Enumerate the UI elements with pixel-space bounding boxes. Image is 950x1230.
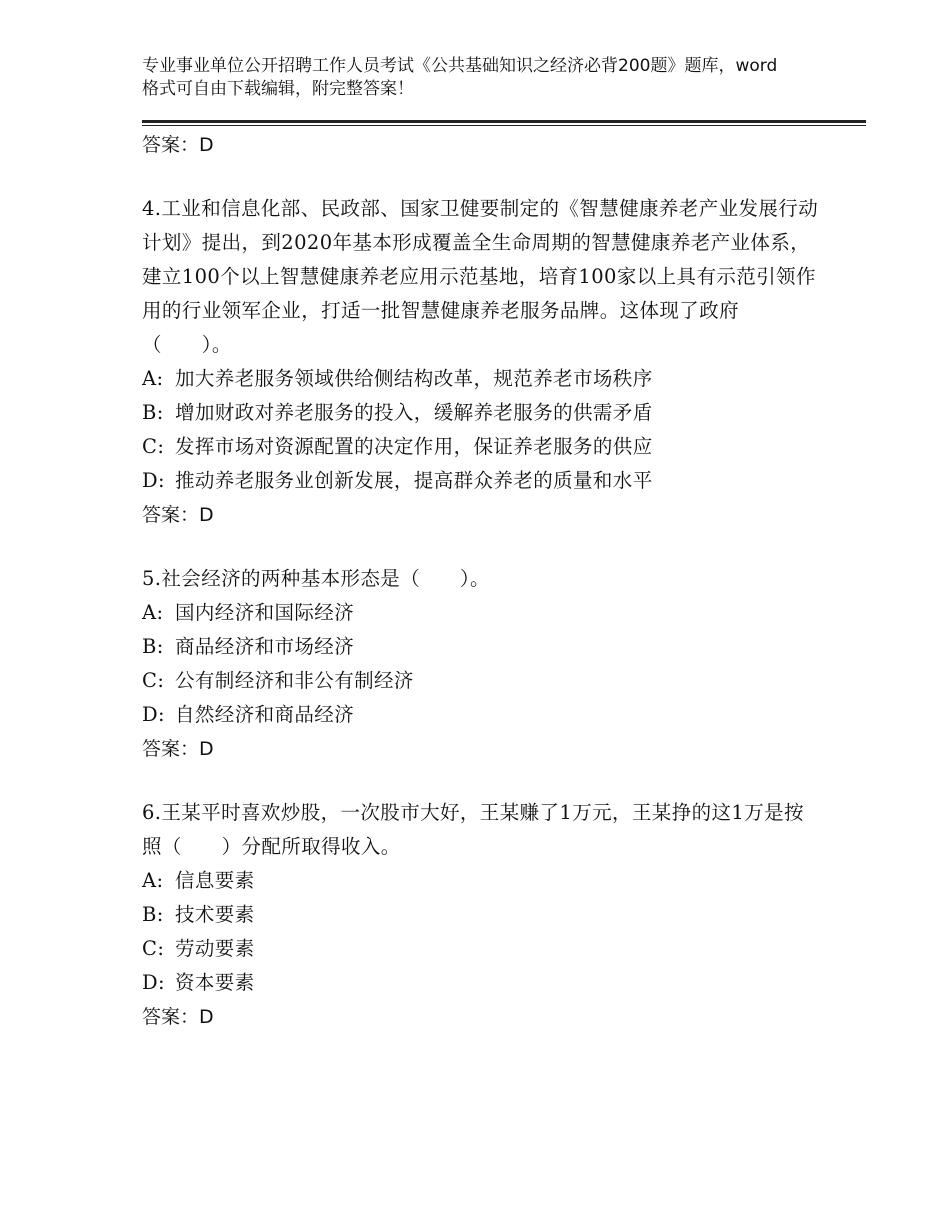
option-c xyxy=(142,430,822,464)
question-stem: 4.工业和信息化部、民政部、国家卫健要制定的《智慧健康养老产业发展行动计划》提出，到2020年基本形成覆盖全生命周期的智慧健康养老产业体系，建立100个以上智慧健康养老应用示范基地，培育100家以上具有示范引领作用的行业领军企业，打适一批智慧健康养老服务品牌。这体现了政府（ ）。 xyxy=(142,197,819,356)
previous-answer: 答案：D xyxy=(142,134,214,156)
question-5 xyxy=(142,562,822,766)
option-text: 发挥市场对资源配置的决定作用，保证养老服务的供应 xyxy=(175,435,653,458)
question-4 xyxy=(142,192,822,532)
option-text: 自然经济和商品经济 xyxy=(175,703,355,726)
header-divider-thick xyxy=(142,120,866,123)
option-d xyxy=(142,966,822,1000)
option-c xyxy=(142,664,822,698)
option-b xyxy=(142,630,822,664)
option-text: 加大养老服务领域供给侧结构改革，规范养老市场秩序 xyxy=(175,367,653,390)
option-d xyxy=(142,464,822,498)
option-text: 公有制经济和非公有制经济 xyxy=(175,669,414,692)
option-text: 技术要素 xyxy=(175,903,255,926)
option-letter: C: xyxy=(142,435,165,458)
option-text: 增加财政对养老服务的投入，缓解养老服务的供需矛盾 xyxy=(175,401,653,424)
option-letter: A: xyxy=(142,869,164,892)
answer-line: 答案：D xyxy=(142,504,214,526)
option-text: 商品经济和市场经济 xyxy=(175,635,355,658)
option-letter: D: xyxy=(142,703,166,726)
option-letter: A: xyxy=(142,601,164,624)
answer-line: 答案：D xyxy=(142,1006,214,1028)
option-letter: C: xyxy=(142,937,165,960)
answer-line: 答案：D xyxy=(142,738,214,760)
option-a xyxy=(142,596,822,630)
option-a xyxy=(142,864,822,898)
option-letter: B: xyxy=(142,401,164,424)
option-text: 推动养老服务业创新发展，提高群众养老的质量和水平 xyxy=(175,469,653,492)
option-letter: A: xyxy=(142,367,164,390)
option-letter: D: xyxy=(142,469,166,492)
question-stem: 5.社会经济的两种基本形态是（ ）。 xyxy=(142,567,490,590)
option-a xyxy=(142,362,822,396)
option-b xyxy=(142,898,822,932)
document-header: 专业事业单位公开招聘工作人员考试《公共基础知识之经济必背200题》题库，word格式可自由下载编辑，附完整答案！ xyxy=(142,56,778,99)
option-letter: B: xyxy=(142,635,164,658)
option-b xyxy=(142,396,822,430)
option-d xyxy=(142,698,822,732)
option-text: 劳动要素 xyxy=(175,937,255,960)
option-letter: B: xyxy=(142,903,164,926)
question-6 xyxy=(142,796,822,1034)
option-text: 国内经济和国际经济 xyxy=(175,601,355,624)
option-letter: D: xyxy=(142,971,166,994)
header-divider-thin xyxy=(142,125,866,126)
option-text: 资本要素 xyxy=(175,971,255,994)
option-c xyxy=(142,932,822,966)
option-letter: C: xyxy=(142,669,165,692)
question-stem: 6.王某平时喜欢炒股，一次股市大好，王某赚了1万元，王某挣的这1万是按照（ ）分配所取得收入。 xyxy=(142,801,804,858)
question-list xyxy=(142,128,822,1034)
option-text: 信息要素 xyxy=(175,869,255,892)
